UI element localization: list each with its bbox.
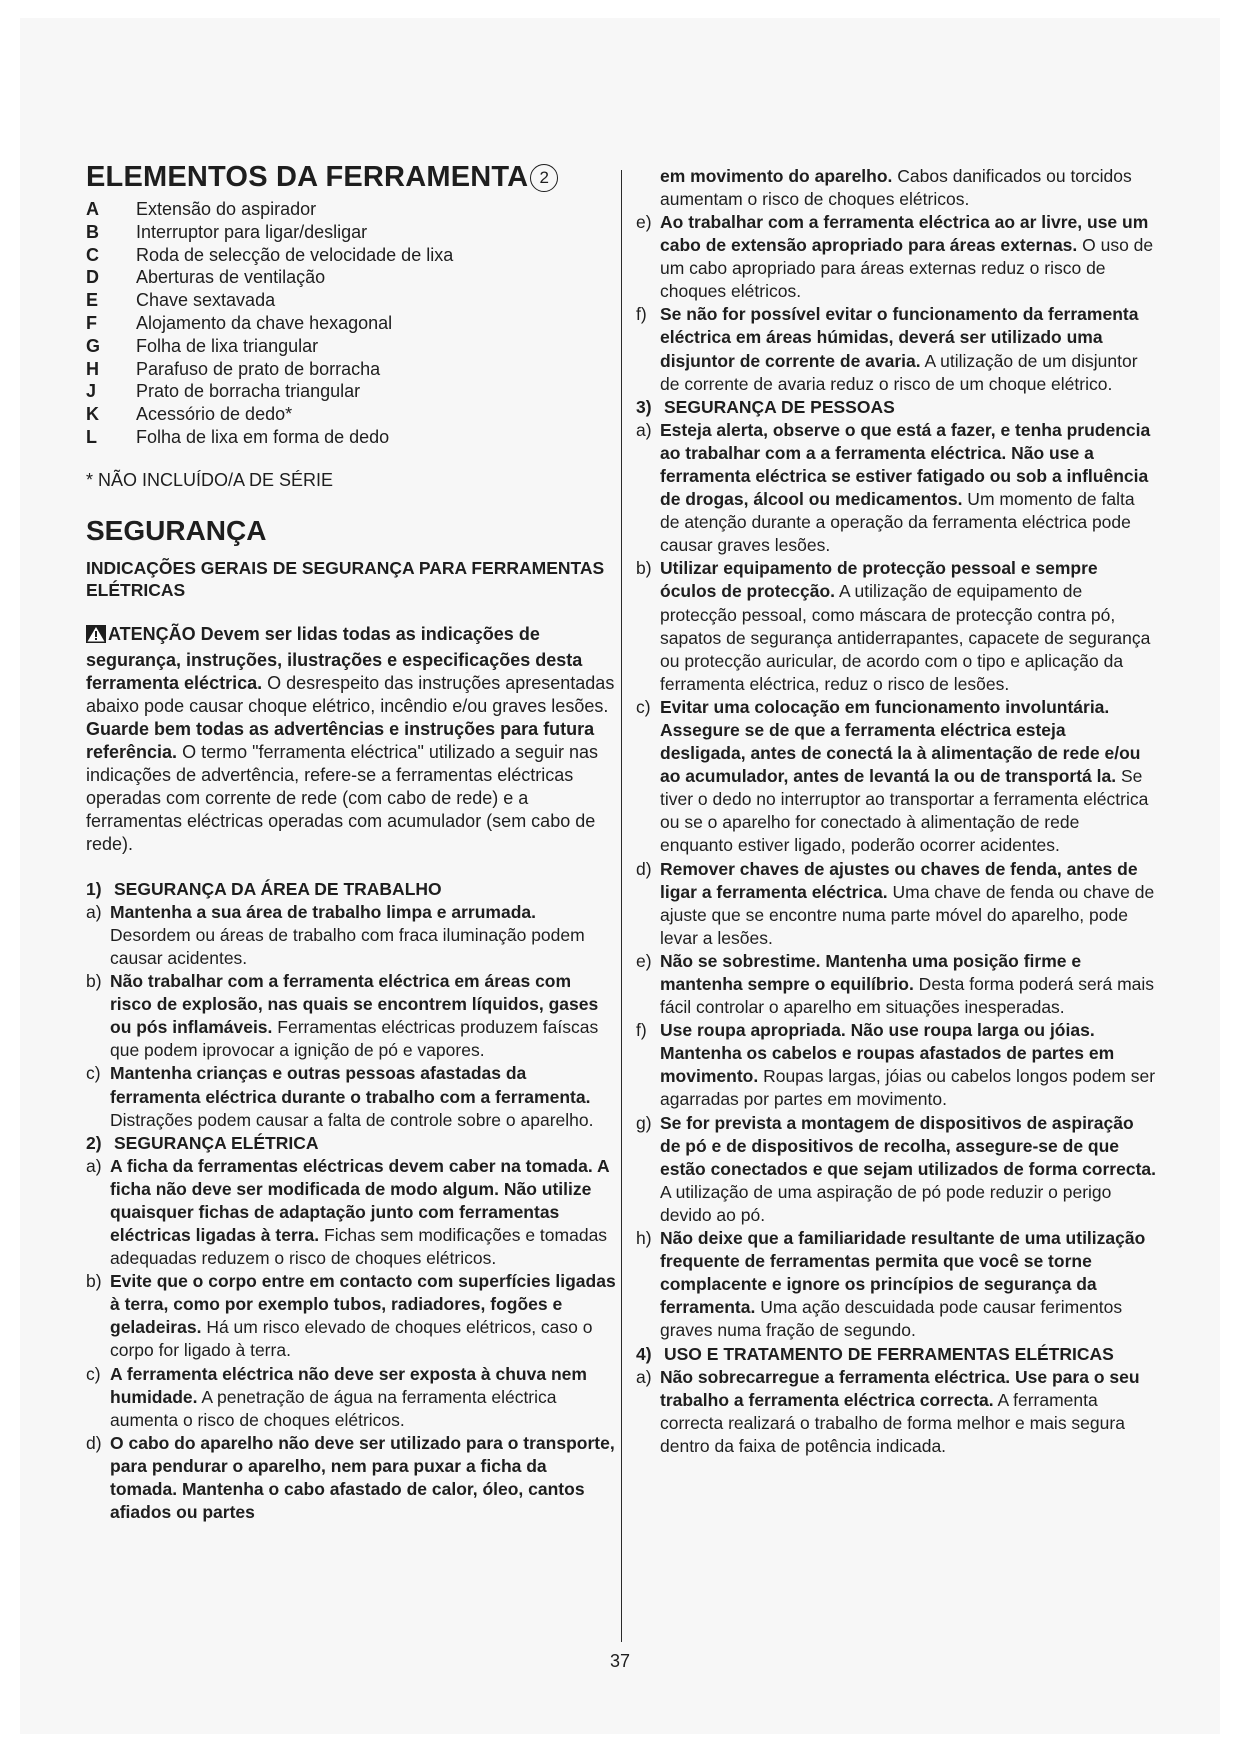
list-item: L Folha de lixa em forma de dedo	[86, 426, 390, 447]
list-item: f) Se não for possível evitar o funcionamento da ferramenta eléctrica em áreas húmidas, deverá ser utilizado uma disjuntor de corrente de avaria. A utilização de um disjuntor de corrente de avaria reduz o risco de um choque elétrico.	[636, 304, 1139, 394]
list-item: e) Não se sobrestime. Mantenha uma posição firme e mantenha sempre o equilíbrio. Desta forma poderá será mais fácil controlar o aparelho em situações inesperadas.	[636, 950, 1155, 1018]
list-item: c) Mantenha crianças e outras pessoas afastadas da ferramenta eléctrica durante o trabalho com a ferramenta. Distrações podem causar a falta de controle sobre o aparelho.	[86, 1063, 594, 1130]
list-item: e) Ao trabalhar com a ferramenta eléctrica ao ar livre, use um cabo de extensão apropriado para áreas externas. O uso de um cabo apropriado para áreas externas reduz o risco de choques elétricos.	[636, 212, 1154, 302]
list-item: g) Se for prevista a montagem de dispositivos de aspiração de pó e de dispositivos de recolha, assegure-se de que estão conectados e que sejam utilizados de forma correcta. A utilização de uma aspiração de pó pode reduzir o perigo devido ao pó.	[636, 1112, 1156, 1225]
list-item: c) Evitar uma colocação em funcionamento involuntária. Assegure se de que a ferramenta eléctrica esteja desligada, antes de conectá la à alimentação de rede e/ou ao acumulador, antes de levantá la ou de transportá la. Se tiver o dedo no interruptor ao transportar a ferramenta eléctrica ou se o aparelho for conectado à alimentação de rede enquanto estiver ligado, poderão ocorrer acidentes.	[636, 696, 1149, 856]
list-item: b) Evite que o corpo entre em contacto com superfícies ligadas à terra, como por exemplo tubos, radiadores, fogões e geladeiras. Há um risco elevado de choques elétricos, caso o corpo for ligado à terra.	[86, 1271, 616, 1361]
list-item: A Extensão do aspirador	[86, 199, 317, 219]
general-safety-subheading: INDICAÇÕES GERAIS DE SEGURANÇA PARA FERRAMENTAS ELÉTRICAS	[86, 557, 605, 600]
list-item: J Prato de borracha triangular	[86, 381, 361, 402]
elements-heading: ELEMENTOS DA FERRAMENTA 2	[86, 160, 616, 194]
list-item: H Parafuso de prato de borracha	[86, 358, 381, 379]
section-title: 3) SEGURANÇA DE PESSOAS	[636, 396, 895, 417]
column-divider	[621, 170, 622, 1642]
section-3	[636, 396, 1156, 1343]
list-item: h) Não deixe que a familiaridade resultante de uma utilização frequente de ferramentas permita que você se torne complacente e ignore os princípios de segurança da ferramenta. Uma ação descuidada pode causar ferimentos graves numa fração de segundo.	[636, 1228, 1146, 1341]
section-4	[636, 1343, 1156, 1458]
section-title: 1) SEGURANÇA DA ÁREA DE TRABALHO	[86, 878, 442, 899]
figure-reference-badge: 2	[530, 164, 558, 192]
continued-text: em movimento do aparelho. Cabos danificados ou torcidos aumentam o risco de choques elétricos.	[660, 166, 1132, 209]
list-item: D Aberturas de ventilação	[86, 267, 326, 288]
list-item: d) O cabo do aparelho não deve ser utilizado para o transporte, para pendurar o aparelho, nem para puxar a ficha da tomada. Mantenha o cabo afastado de calor, óleo, cantos afiados ou partes	[86, 1432, 615, 1523]
list-item: b) Utilizar equipamento de protecção pessoal e sempre óculos de protecção. A utilização de equipamento de protecção pessoal, como máscara de protecção contra pó, sapatos de segurança antiderrapantes, capacete de segurança ou protecção auricular, de acordo com o tipo e aplicação da ferramenta eléctrica, reduz o risco de lesões.	[636, 558, 1151, 694]
elements-list	[86, 198, 616, 449]
section-2	[86, 1132, 616, 1525]
left-column	[86, 160, 616, 1524]
right-column	[636, 165, 1156, 1458]
list-item: a) A ficha da ferramentas eléctricas devem caber na tomada. A ficha não deve ser modificada de modo algum. Não utilize quaisquer fichas de adaptação junto com ferramentas eléctricas ligadas à terra. Fichas sem modificações e tomadas adequadas reduzem o risco de choques elétricos.	[86, 1155, 609, 1269]
list-item: a) Não sobrecarregue a ferramenta eléctrica. Use para o seu trabalho a ferramenta eléctrica correcta. A ferramenta correcta realizará o trabalho de forma melhor e mais segura dentro da faixa de potência indicada.	[636, 1366, 1140, 1456]
list-item: f) Use roupa apropriada. Não use roupa larga ou jóias. Mantenha os cabelos e roupas afastados de partes em movimento. Roupas largas, jóias ou cabelos longos podem ser agarradas por partes em movimento.	[636, 1020, 1156, 1110]
list-item: c) A ferramenta eléctrica não deve ser exposta à chuva nem humidade. A penetração de água na ferramenta eléctrica aumenta o risco de choques elétricos.	[86, 1363, 587, 1430]
list-item: B Interruptor para ligar/desligar	[86, 221, 368, 242]
warning-triangle-icon	[86, 625, 106, 649]
not-included-note: * NÃO INCLUÍDO/A DE SÉRIE	[86, 469, 334, 490]
list-item: a) Mantenha a sua área de trabalho limpa e arrumada. Desordem ou áreas de trabalho com fraca iluminação podem causar acidentes.	[86, 901, 585, 968]
warning-paragraph: ATENÇÃO Devem ser lidas todas as indicações de segurança, instruções, ilustrações e especificações desta ferramenta eléctrica. O desrespeito das instruções apresentadas abaixo pode causar choque elétrico, incêndio e/ou graves lesões. Guarde bem todas as advertências e instruções para futura referência. O termo "ferramenta eléctrica" utilizado a seguir nas indicações de advertência, refere-se a ferramentas eléctricas operadas com corrente de rede (com cabo de rede) e a ferramentas eléctricas operadas com acumulador (sem cabo de rede).	[86, 623, 615, 854]
page-number: 37	[609, 1651, 631, 1671]
list-item: E Chave sextavada	[86, 290, 276, 311]
list-item: a) Esteja alerta, observe o que está a fazer, e tenha prudencia ao trabalhar com a a ferramenta eléctrica. Não use a ferramenta eléctrica se estiver fatigado ou sob a influência de drogas, álcool ou medicamentos. Um momento de falta de atenção durante a operação da ferramenta eléctrica pode causar graves lesões.	[636, 419, 1151, 556]
list-item: K Acessório de dedo*	[86, 404, 293, 425]
safety-heading: SEGURANÇA	[86, 514, 267, 546]
section-title: 2) SEGURANÇA ELÉTRICA	[86, 1132, 319, 1153]
list-item: b) Não trabalhar com a ferramenta eléctrica em áreas com risco de explosão, nas quais se encontrem líquidos, gases ou pós inflamáveis. Ferramentas eléctricas produzem faíscas que podem iprovocar a ignição de pó e vapores.	[86, 971, 599, 1061]
section-1	[86, 878, 616, 1132]
list-item: G Folha de lixa triangular	[86, 335, 319, 356]
list-item: C Roda de selecção de velocidade de lixa	[86, 244, 454, 265]
list-item: d) Remover chaves de ajustes ou chaves de fenda, antes de ligar a ferramenta eléctrica. Uma chave de fenda ou chave de ajuste que se encontre numa parte móvel do aparelho, pode levar a lesões.	[636, 858, 1155, 948]
list-item: F Alojamento da chave hexagonal	[86, 312, 393, 333]
section-title: 4) USO E TRATAMENTO DE FERRAMENTAS ELÉTRICAS	[636, 1343, 1114, 1364]
